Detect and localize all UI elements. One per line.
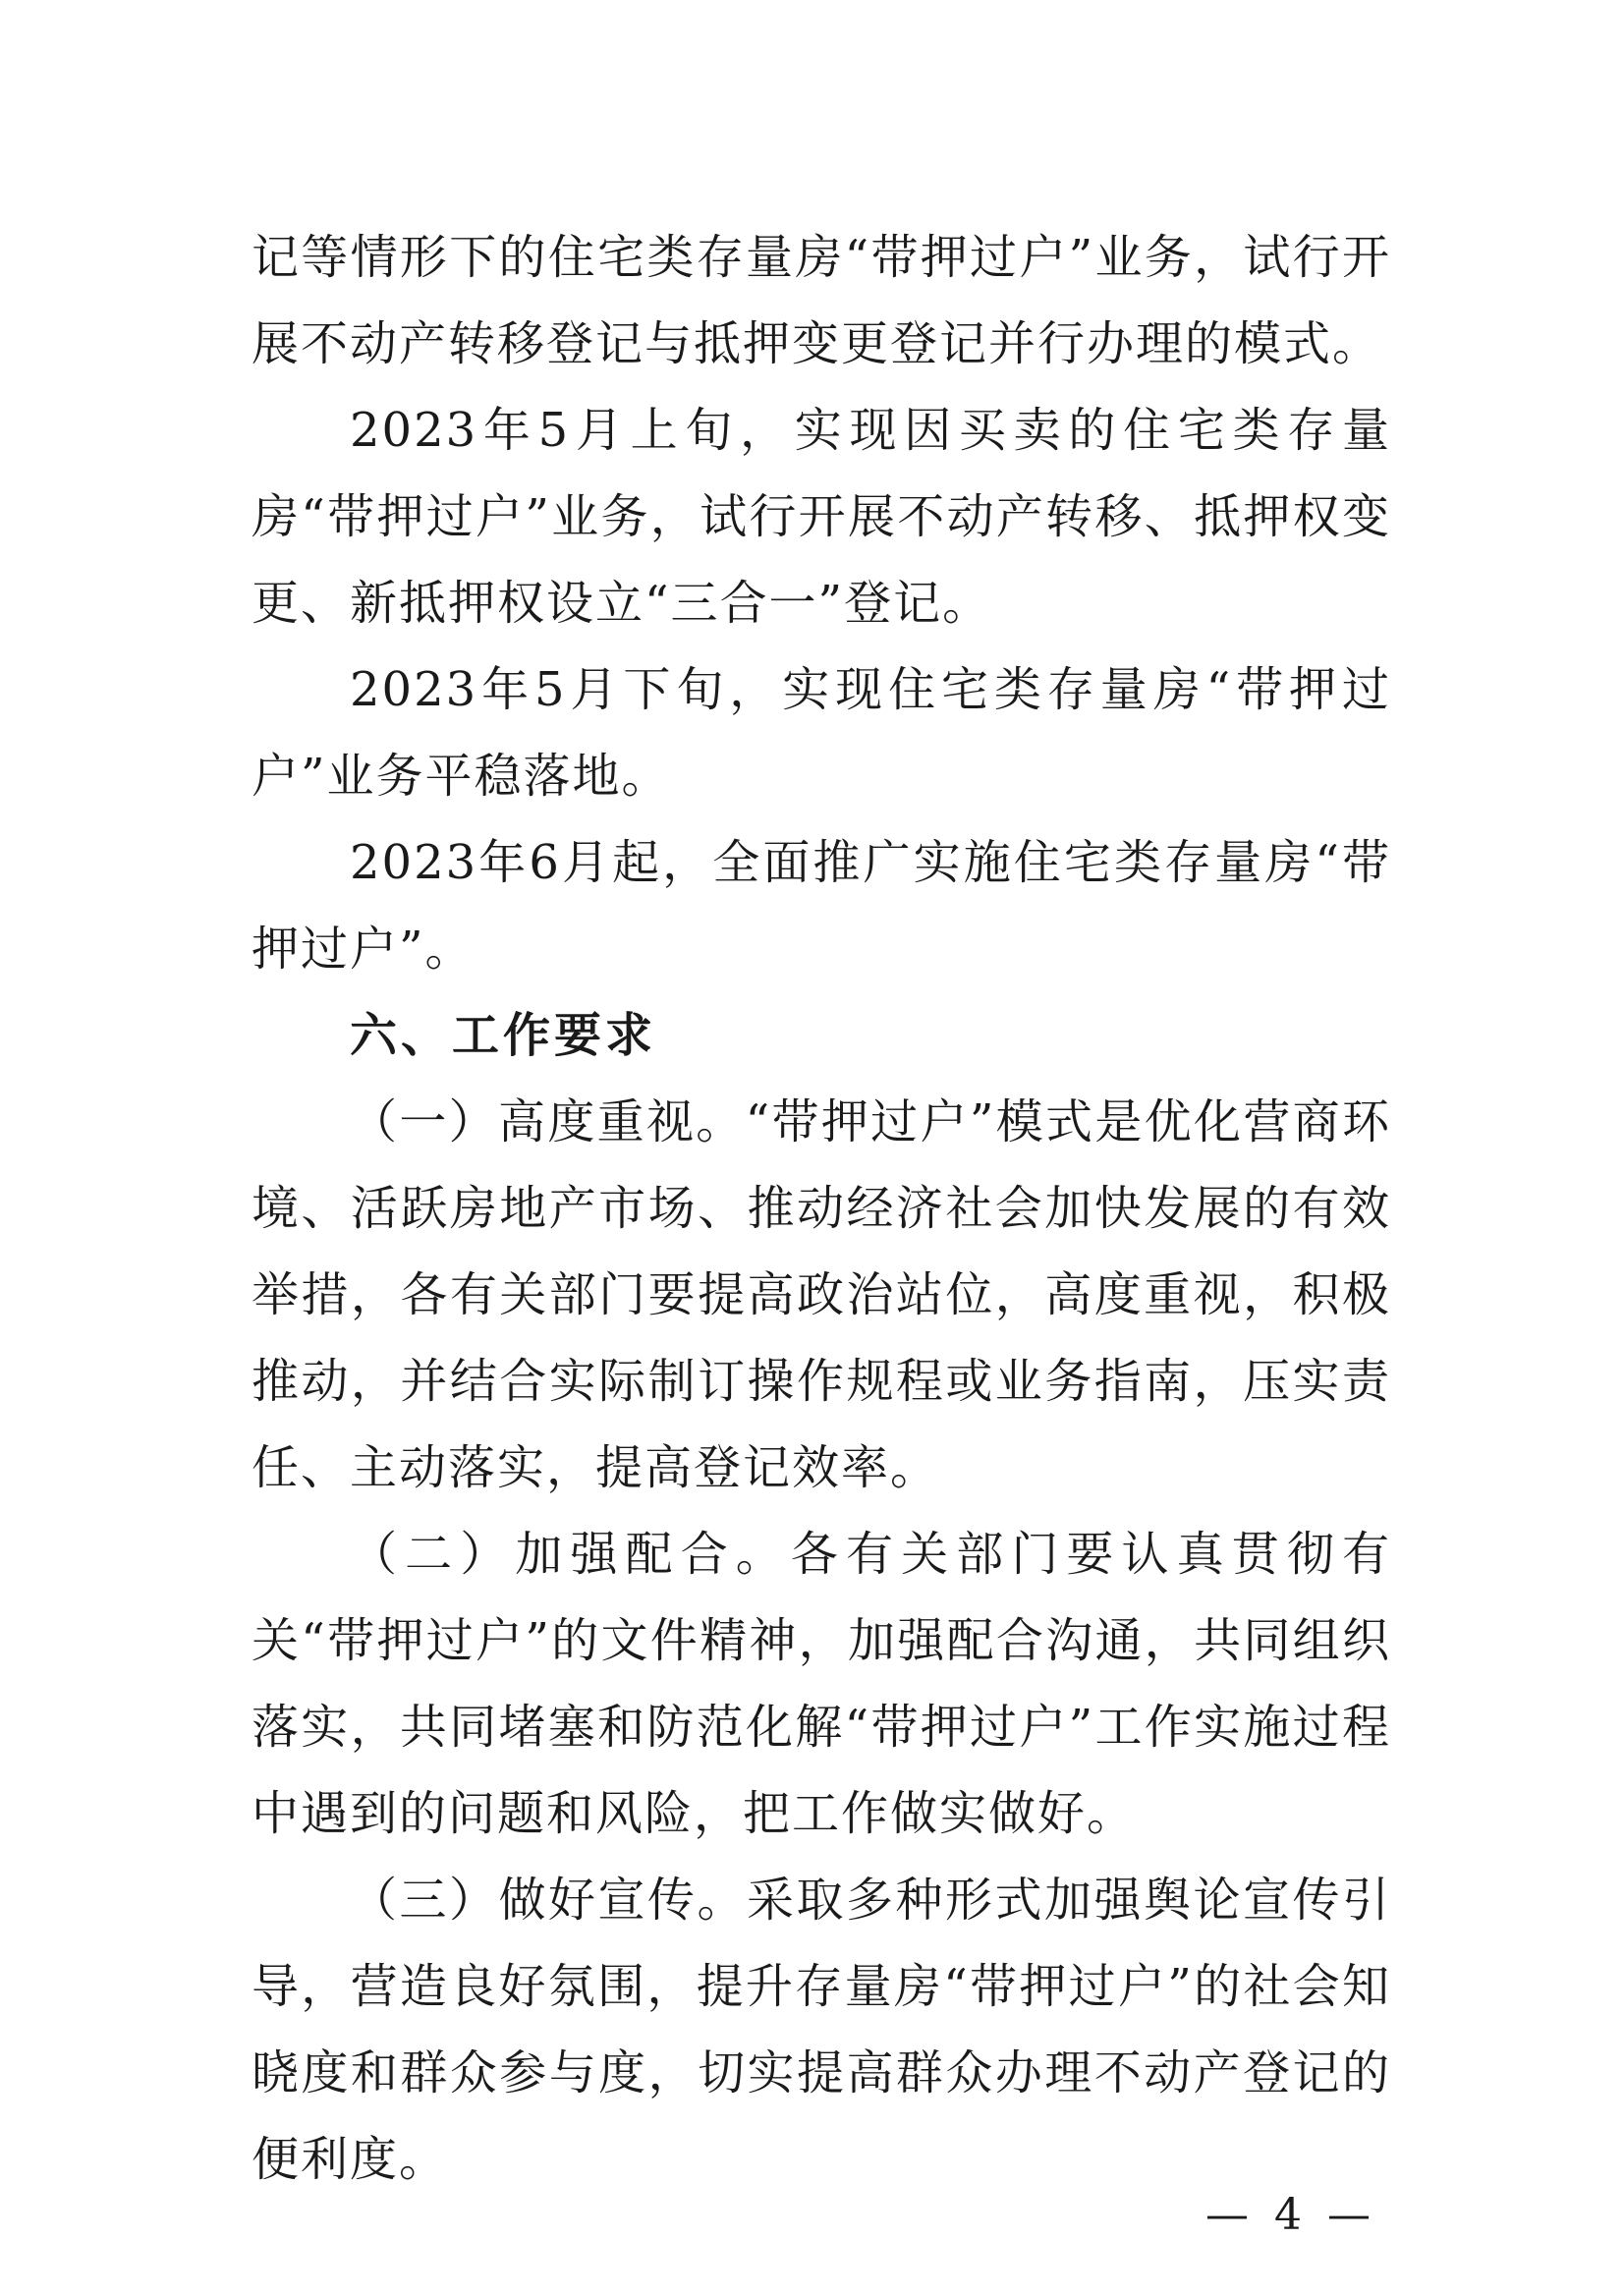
paragraph-june: 2023年6月起，全面推广实施住宅类存量房“带押过户”。 (252, 835, 1391, 977)
page-number: — 4 — (1205, 2190, 1376, 2240)
paragraph-may-early: 2023年5月上旬，实现因买卖的住宅类存量房“带押过户”业务，试行开展不动产转移、抵押权变更、新抵押权设立“三合一”登记。 (252, 403, 1391, 631)
paragraph-may-late: 2023年5月下旬，实现住宅类存量房“带押过户”业务平稳落地。 (252, 662, 1391, 804)
requirement-paragraph-3: （三）做好宣传。采取多种形式加强舆论宣传引导，营造良好氛围，提升存量房“带押过户”的社会知晓度和群众参与度，切实提高群众办理不动产登记的便利度。 (252, 1873, 1391, 2187)
section-heading: 六、工作要求 (350, 1008, 657, 1063)
requirement-paragraph-2: （二）加强配合。各有关部门要认真贯彻有关“带押过户”的文件精神，加强配合沟通，共同组织落实，共同堵塞和防范化解“带押过户”工作实施过程中遇到的问题和风险，把工作做实做好。 (252, 1527, 1391, 1841)
paragraph-continuation: 记等情形下的住宅类存量房“带押过户”业务，试行开展不动产转移登记与抵押变更登记并行办理的模式。 (252, 230, 1391, 371)
document-body (252, 214, 1391, 2203)
requirement-paragraph-1: （一）高度重视。“带押过户”模式是优化营商环境、活跃房地产市场、推动经济社会加快发展的有效举措，各有关部门要提高政治站位，高度重视，积极推动，并结合实际制订操作规程或业务指南，压实责任、主动落实，提高登记效率。 (252, 1094, 1391, 1495)
